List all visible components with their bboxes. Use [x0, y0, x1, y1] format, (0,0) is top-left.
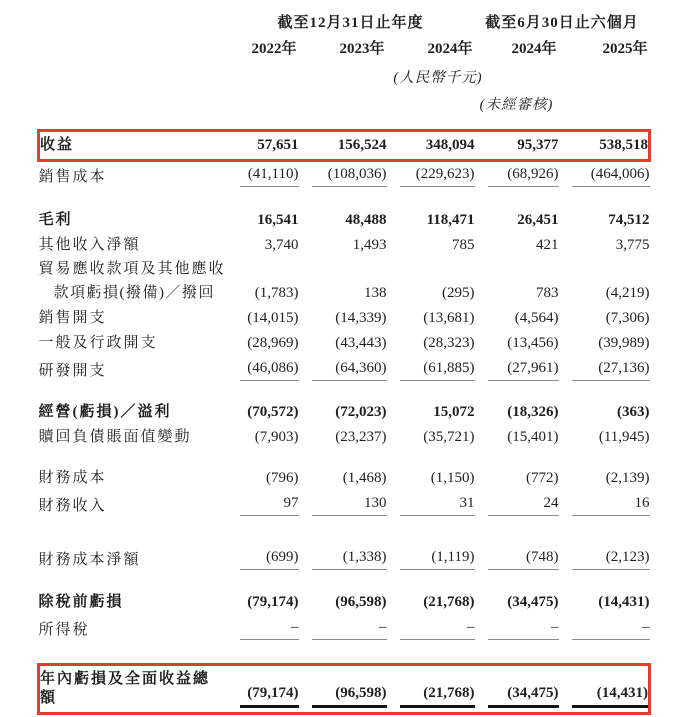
cell-value: [475, 466, 559, 491]
cell-value: [227, 425, 299, 450]
table-row: [39, 590, 650, 615]
unaudited-note-row: [39, 92, 650, 119]
value-text: 538,518: [599, 137, 649, 153]
cell-value: [227, 131, 299, 161]
value-text: (229,623): [400, 165, 475, 187]
cell-value: [559, 281, 650, 306]
cell-value: [559, 590, 650, 615]
cell-value: [475, 306, 559, 331]
value-text: (1,338): [312, 548, 387, 570]
value-text: (27,961): [488, 359, 559, 381]
year-column-2022: 2022年: [251, 41, 297, 57]
cell-value: [475, 281, 559, 306]
value-text: (35,721): [423, 429, 475, 445]
cell-value: [387, 281, 475, 306]
cell-value: [299, 665, 387, 714]
value-text: 156,524: [337, 137, 387, 153]
value-text: –: [312, 618, 387, 640]
value-text: (1,468): [342, 470, 387, 486]
table-header: [39, 12, 650, 119]
value-text: (13,456): [507, 335, 559, 351]
value-text: (96,598): [312, 684, 387, 708]
cell-value: [387, 615, 475, 643]
spacer-cell: [39, 573, 650, 590]
value-text: 74,512: [608, 212, 650, 228]
cell-value: [227, 615, 299, 643]
cell-value: [387, 425, 475, 450]
cell-value: [387, 331, 475, 356]
value-text: 3,740: [264, 237, 299, 253]
header-spacer-cell: [387, 92, 475, 119]
cell-value: [227, 545, 299, 573]
value-text: (4,564): [514, 310, 559, 326]
value-text: 95,377: [517, 137, 559, 153]
cell-value: [559, 400, 650, 425]
value-text: (464,006): [572, 165, 650, 187]
income-statement-table: [37, 12, 651, 715]
table-row: [39, 545, 650, 573]
cell-value: [387, 208, 475, 233]
cell-value: [475, 665, 559, 714]
cell-value: [559, 208, 650, 233]
cell-value: [227, 466, 299, 491]
value-text: 57,651: [257, 137, 299, 153]
cell-value: [387, 356, 475, 384]
value-text: 15,072: [433, 404, 475, 420]
value-text: (295): [442, 285, 475, 301]
table-row: [39, 208, 650, 233]
value-text: 24: [488, 494, 559, 516]
row-label: 財務收入: [38, 498, 107, 514]
value-text: 97: [240, 494, 299, 516]
value-text: (108,036): [312, 165, 387, 187]
value-text: 421: [536, 237, 559, 253]
value-text: 348,094: [425, 137, 475, 153]
value-text: (28,323): [423, 335, 475, 351]
cell-value: [227, 281, 299, 306]
value-text: 785: [452, 237, 475, 253]
value-text: 118,471: [426, 212, 475, 228]
cell-value: [299, 233, 387, 258]
cell-value: [227, 400, 299, 425]
value-text: (15,401): [507, 429, 559, 445]
value-text: 16,541: [257, 212, 299, 228]
value-text: (699): [240, 548, 299, 570]
header-spacer-cell: [39, 12, 227, 38]
value-text: (21,768): [400, 684, 475, 708]
cell-value: [387, 161, 475, 191]
value-text: (79,174): [240, 684, 299, 708]
cell-value: [559, 615, 650, 643]
cell-value: [559, 306, 650, 331]
cell-value: [387, 306, 475, 331]
cell-value: [227, 208, 299, 233]
row-label: 其他收入淨額: [38, 237, 141, 253]
cell-value: [559, 331, 650, 356]
cell-value: [475, 425, 559, 450]
cell-value: [227, 161, 299, 191]
value-text: –: [240, 618, 299, 640]
year-column-2023: 2023年: [339, 41, 385, 57]
cell-value: [227, 258, 299, 281]
row-label: 所得稅: [38, 622, 90, 638]
cell-value: [475, 615, 559, 643]
cell-value: [559, 545, 650, 573]
cell-value: [387, 466, 475, 491]
cell-value: [475, 331, 559, 356]
row-label: 財務成本淨額: [38, 552, 141, 568]
value-text: (13,681): [423, 310, 475, 326]
cell-value: [299, 208, 387, 233]
value-text: –: [572, 618, 650, 640]
value-text: 26,451: [517, 212, 559, 228]
cell-value: [227, 491, 299, 519]
table-row: [39, 466, 650, 491]
year-header-row: [39, 38, 650, 65]
cell-value: [475, 131, 559, 161]
row-label: 研發開支: [38, 363, 107, 379]
cell-value: [299, 400, 387, 425]
unaudited-note: (未經審核): [479, 97, 554, 113]
period-header-interim: 截至6月30日止六個月: [485, 15, 639, 31]
cell-value: [227, 306, 299, 331]
cell-value: [387, 491, 475, 519]
table-row: [39, 281, 650, 306]
cell-value: [227, 590, 299, 615]
value-text: (21,768): [423, 594, 475, 610]
cell-value: [387, 590, 475, 615]
cell-value: [299, 466, 387, 491]
value-text: 48,488: [345, 212, 387, 228]
spacer-row: [39, 119, 650, 131]
period-header-row: [39, 12, 650, 38]
table-row: [39, 615, 650, 643]
spacer-row: [39, 573, 650, 590]
spacer-cell: [39, 384, 650, 400]
row-label: 經營(虧損)／溢利: [38, 404, 172, 420]
value-text: 31: [400, 494, 475, 516]
value-text: (14,339): [335, 310, 387, 326]
currency-note-row: [39, 65, 650, 92]
value-text: (2,123): [572, 548, 650, 570]
spacer-cell: [39, 119, 650, 131]
value-text: 138: [364, 285, 387, 301]
value-text: 3,775: [615, 237, 650, 253]
cell-value: [559, 356, 650, 384]
row-label: 財務成本: [38, 470, 107, 486]
value-text: (14,015): [247, 310, 299, 326]
row-label: 贖回負債賬面值變動: [38, 429, 192, 445]
value-text: 16: [572, 494, 650, 516]
cell-value: [227, 356, 299, 384]
spacer-row: [39, 519, 650, 545]
value-text: –: [488, 618, 559, 640]
value-text: (43,443): [335, 335, 387, 351]
cell-value: [227, 331, 299, 356]
row-label: 貿易應收款項及其他應收: [38, 261, 226, 277]
table-row: [39, 491, 650, 519]
cell-value: [559, 161, 650, 191]
value-text: (68,926): [488, 165, 559, 187]
row-label: 銷售開支: [38, 310, 107, 326]
cell-value: [299, 615, 387, 643]
cell-value: [475, 233, 559, 258]
value-text: (61,885): [400, 359, 475, 381]
cell-value: [475, 400, 559, 425]
value-text: –: [400, 618, 475, 640]
value-text: (96,598): [335, 594, 387, 610]
cell-value: [387, 545, 475, 573]
value-text: (64,360): [312, 359, 387, 381]
value-text: (1,119): [400, 548, 475, 570]
value-text: 130: [312, 494, 387, 516]
cell-value: [475, 590, 559, 615]
table-body: [39, 119, 650, 714]
header-spacer-cell: [39, 65, 227, 92]
value-text: (772): [526, 470, 559, 486]
value-text: (4,219): [605, 285, 650, 301]
cell-value: [299, 281, 387, 306]
cell-value: [475, 208, 559, 233]
cell-value: [299, 131, 387, 161]
spacer-row: [39, 450, 650, 466]
table-row: [39, 258, 650, 281]
header-spacer-cell: [39, 38, 227, 65]
cell-value: [387, 258, 475, 281]
spacer-cell: [39, 190, 650, 208]
cell-value: [227, 665, 299, 714]
cell-value: [475, 545, 559, 573]
row-label: 銷售成本: [38, 169, 107, 185]
cell-value: [475, 161, 559, 191]
cell-value: [299, 258, 387, 281]
spacer-row: [39, 384, 650, 400]
value-text: (34,475): [488, 684, 559, 708]
year-column-2025-interim: 2025年: [602, 41, 648, 57]
year-column-2024: 2024年: [427, 41, 473, 57]
currency-note: (人民幣千元): [393, 70, 483, 86]
period-header-annual: 截至12月31日止年度: [277, 15, 424, 31]
spacer-row: [39, 190, 650, 208]
value-text: (23,237): [335, 429, 387, 445]
cell-value: [299, 306, 387, 331]
cell-value: [299, 161, 387, 191]
cell-value: [387, 665, 475, 714]
row-label: 收益: [39, 131, 227, 161]
value-text: (28,969): [247, 335, 299, 351]
value-text: (18,326): [507, 404, 559, 420]
table-row: [39, 161, 650, 191]
value-text: (34,475): [507, 594, 559, 610]
value-text: (363): [617, 404, 650, 420]
year-column-2024-interim: 2024年: [511, 41, 557, 57]
cell-value: [299, 491, 387, 519]
table-row: [39, 356, 650, 384]
row-label: 毛利: [38, 212, 73, 228]
cell-value: [299, 425, 387, 450]
value-text: (46,086): [240, 359, 299, 381]
cell-value: [475, 491, 559, 519]
header-spacer-cell: [227, 92, 299, 119]
value-text: (39,989): [598, 335, 650, 351]
spacer-cell: [39, 450, 650, 466]
cell-value: [559, 491, 650, 519]
cell-value: [387, 233, 475, 258]
value-text: (14,431): [598, 594, 650, 610]
cell-value: [475, 356, 559, 384]
value-text: (70,572): [247, 404, 299, 420]
cell-value: [299, 331, 387, 356]
cell-value: [559, 425, 650, 450]
table-row: [39, 233, 650, 258]
cell-value: [387, 131, 475, 161]
value-text: 1,493: [352, 237, 387, 253]
table-row: [39, 331, 650, 356]
value-text: 783: [536, 285, 559, 301]
value-text: (79,174): [247, 594, 299, 610]
cell-value: [299, 356, 387, 384]
value-text: (2,139): [605, 470, 650, 486]
header-spacer-cell: [299, 92, 387, 119]
value-text: (1,783): [254, 285, 299, 301]
cell-value: [475, 258, 559, 281]
value-text: (1,150): [430, 470, 475, 486]
row-label: 除稅前虧損: [38, 594, 124, 610]
value-text: (72,023): [335, 404, 387, 420]
value-text: (7,903): [254, 429, 299, 445]
table-row: [39, 665, 650, 714]
table-row: [39, 400, 650, 425]
value-text: (41,110): [240, 165, 299, 187]
table-row: [39, 425, 650, 450]
value-text: (7,306): [605, 310, 650, 326]
row-label: 款項虧損(撥備)／撥回: [53, 285, 215, 301]
value-text: (796): [266, 470, 299, 486]
cell-value: [559, 466, 650, 491]
value-text: (11,945): [598, 429, 650, 445]
value-text: (748): [488, 548, 559, 570]
cell-value: [559, 258, 650, 281]
table-row: [39, 131, 650, 161]
row-label: 年內虧損及全面收益總額: [39, 665, 227, 714]
header-spacer-cell: [39, 92, 227, 119]
cell-value: [559, 665, 650, 714]
cell-value: [299, 590, 387, 615]
table-row: [39, 306, 650, 331]
cell-value: [387, 400, 475, 425]
cell-value: [227, 233, 299, 258]
value-text: (14,431): [572, 684, 649, 708]
value-text: (27,136): [572, 359, 650, 381]
cell-value: [559, 131, 650, 161]
spacer-cell: [39, 519, 650, 545]
cell-value: [299, 545, 387, 573]
spacer-row: [39, 643, 650, 665]
header-spacer-cell: [559, 92, 650, 119]
spacer-cell: [39, 643, 650, 665]
cell-value: [559, 233, 650, 258]
row-label: 一般及行政開支: [38, 335, 158, 351]
